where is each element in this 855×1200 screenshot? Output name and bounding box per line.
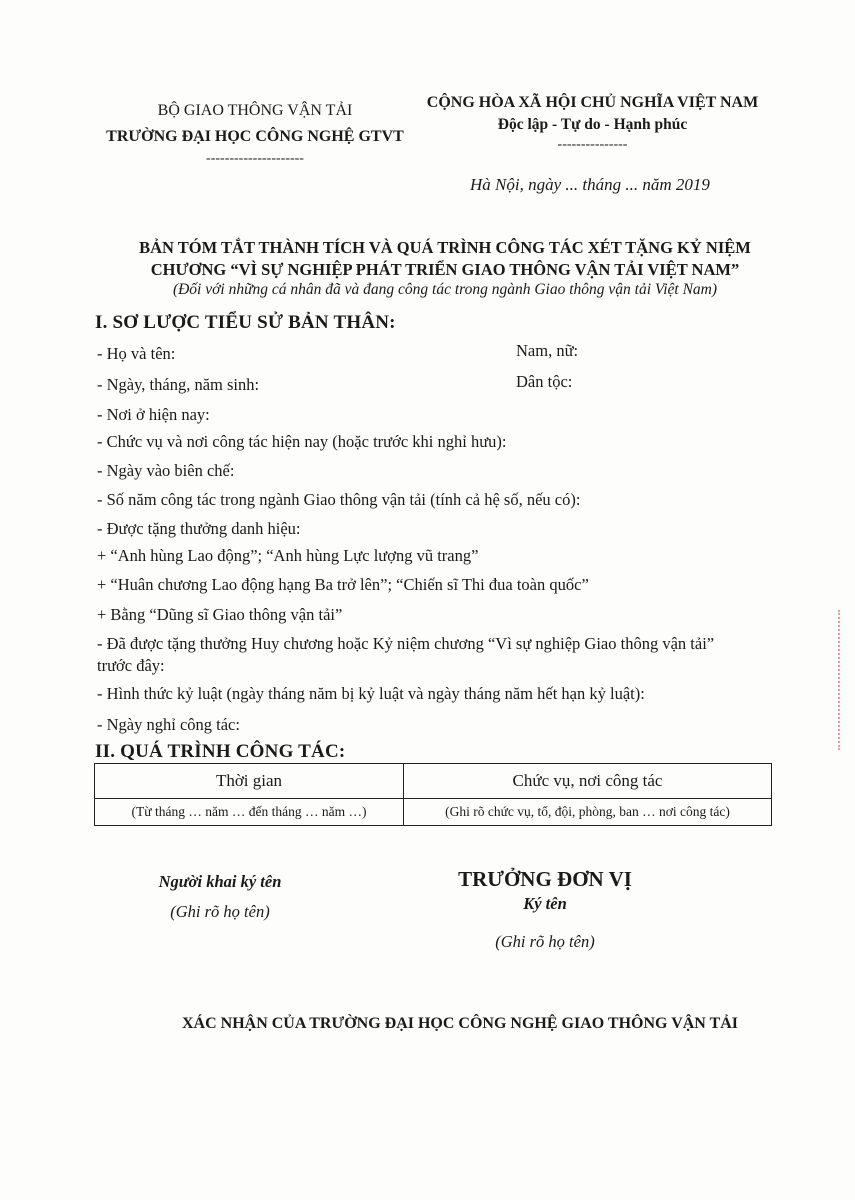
award-item-3: + Bằng “Dũng sĩ Giao thông vận tải”	[97, 605, 343, 624]
field-previous-award: - Đã được tặng thưởng Huy chương hoặc Kỷ niệm chương “Vì sự nghiệp Giao thông vận tải”	[97, 634, 715, 653]
national-motto: Độc lập - Tự do - Hạnh phúc	[497, 116, 688, 133]
col-position-header: Chức vụ, nơi công tác	[404, 764, 772, 799]
declarant-hint: (Ghi rõ họ tên)	[170, 902, 270, 921]
field-years-of-service: - Số năm công tác trong ngành Giao thông vận tải (tính cả hệ số, nếu có):	[97, 490, 581, 509]
field-previous-award-cont: trước đây:	[97, 656, 165, 675]
ministry-name: BỘ GIAO THÔNG VẬN TẢI	[157, 102, 353, 119]
document-title-line2: CHƯƠNG “VÌ SỰ NGHIỆP PHÁT TRIỂN GIAO THÔNG VẬN TẢI VIỆT NAM”	[150, 260, 740, 279]
field-residence: - Nơi ở hiện nay:	[97, 405, 210, 424]
right-divider: ---------------	[557, 137, 628, 152]
col-time-header: Thời gian	[95, 764, 404, 799]
field-awards: - Được tặng thưởng danh hiệu:	[97, 519, 301, 538]
unit-head-hint: (Ghi rõ họ tên)	[495, 932, 595, 951]
unit-head-title: TRƯỞNG ĐƠN VỊ	[458, 867, 632, 891]
work-history-table	[94, 763, 772, 826]
section1-heading: I. SƠ LƯỢC TIỂU SỬ BẢN THÂN:	[95, 312, 396, 333]
red-stamp-edge	[838, 610, 850, 750]
table-hint-row	[95, 799, 772, 826]
document-title-line1: BẢN TÓM TẮT THÀNH TÍCH VÀ QUÁ TRÌNH CÔNG TÁC XÉT TẶNG KỶ NIỆM	[139, 238, 751, 257]
confirmation-heading: XÁC NHẬN CỦA TRƯỜNG ĐẠI HỌC CÔNG NGHỆ GIAO THÔNG VẬN TẢI	[181, 1015, 739, 1032]
field-hire-date: - Ngày vào biên chế:	[97, 461, 235, 480]
field-discipline: - Hình thức kỷ luật (ngày tháng năm bị kỷ luật và ngày tháng năm hết hạn kỷ luật):	[97, 684, 645, 703]
country-name: CỘNG HÒA XÃ HỘI CHỦ NGHĨA VIỆT NAM	[426, 94, 759, 111]
field-position: - Chức vụ và nơi công tác hiện nay (hoặc trước khi nghỉ hưu):	[97, 432, 507, 451]
col-time-hint: (Từ tháng … năm … đến tháng … năm …)	[95, 799, 404, 826]
field-leave-date: - Ngày nghỉ công tác:	[97, 715, 240, 734]
field-ethnicity: Dân tộc:	[516, 372, 573, 391]
left-divider: ---------------------	[206, 151, 304, 166]
table-header-row	[95, 764, 772, 799]
school-name: TRƯỜNG ĐẠI HỌC CÔNG NGHỆ GTVT	[106, 128, 404, 145]
section2-heading: II. QUÁ TRÌNH CÔNG TÁC:	[95, 741, 346, 762]
field-name: - Họ và tên:	[97, 344, 176, 363]
award-item-2: + “Huân chương Lao động hạng Ba trở lên”; “Chiến sĩ Thi đua toàn quốc”	[97, 575, 589, 594]
field-dob: - Ngày, tháng, năm sinh:	[97, 375, 260, 394]
place-date: Hà Nội, ngày ... tháng ... năm 2019	[470, 175, 710, 194]
declarant-label: Người khai ký tên	[158, 872, 282, 891]
unit-head-sign-label: Ký tên	[523, 894, 567, 913]
col-position-hint: (Ghi rõ chức vụ, tổ, đội, phòng, ban … nơi công tác)	[404, 799, 772, 826]
document-subtitle: (Đối với những cá nhân đã và đang công tác trong ngành Giao thông vận tải Việt Nam)	[172, 281, 718, 298]
field-gender: Nam, nữ:	[516, 341, 579, 360]
award-item-1: + “Anh hùng Lao động”; “Anh hùng Lực lượng vũ trang”	[97, 546, 479, 565]
